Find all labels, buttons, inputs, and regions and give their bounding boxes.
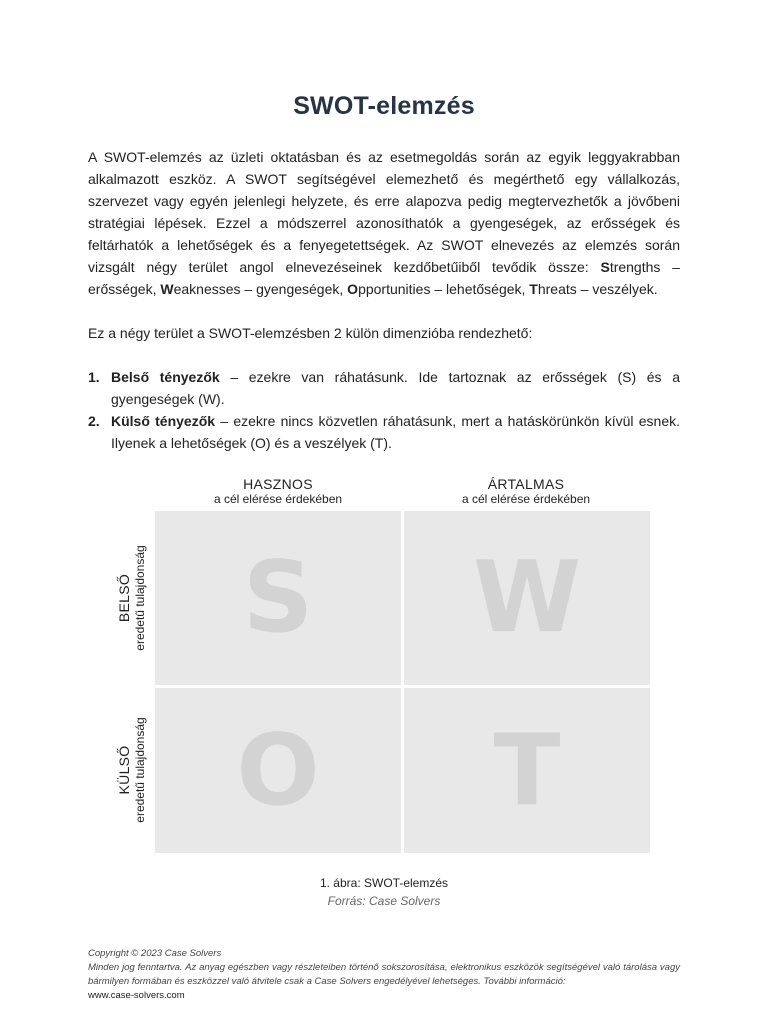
swot-cell-strengths	[155, 511, 401, 685]
swot-cell-letter: W	[472, 541, 582, 655]
rights-text: Minden jog fenntartva. Az anyag egészben vagy részleteiben történő sokszorosítása, elektronikus eszközök segítségével való tárolása vagy bármilyen formában és eszközzel való átvitele csak a Case Solvers engedélyével lehetséges. További információ:	[88, 962, 680, 987]
swot-term-opportunities	[347, 281, 529, 297]
intro-text: A SWOT-elemzés az üzleti oktatásban és az esetmegoldás során az egyik leggyakrabban alkalmazott eszköz. A SWOT segítségével elemezhető és megérthető egy vállalkozás, szervezet vagy egyén jelenlegi helyzete, és erre alapozva pedig megtervezhetők a jövőbeni stratégiai lépések. Ezzel a módszerrel azonosíthatók a gyengeségek, az erősségek és feltárhatók a lehetőségek és a fenyegetettségek. Az SWOT elnevezés az elemzés során vizsgált négy terület angol elnevezéseinek kezdőbetűiből tevődik össze:	[88, 149, 680, 275]
page-title: SWOT-elemzés	[293, 92, 475, 120]
swot-letter: O	[347, 281, 359, 297]
factor-description: – ezekre van ráhatásunk. Ide tartoznak az erősségek (S) és a gyengeségek (W).	[111, 369, 680, 407]
dimensions-paragraph: Ez a négy terület a SWOT-elemzésben 2 külön dimenzióba rendezhető:	[88, 325, 533, 341]
swot-cell-letter: T	[493, 713, 561, 828]
swot-cell-opportunities	[155, 688, 401, 853]
column-header-harmful	[403, 476, 649, 506]
swot-term-text: eaknesses – gyengeségek,	[173, 281, 348, 297]
row-header-subtitle: eredetű tulajdonság	[133, 545, 147, 651]
swot-cell-weaknesses	[404, 511, 650, 685]
swot-letter: W	[160, 281, 174, 297]
swot-cell-threats	[404, 688, 650, 853]
factor-number: 2.	[88, 413, 100, 429]
swot-term-text: trengths – erősségek,	[88, 259, 680, 297]
column-header-subtitle: a cél elérése érdekében	[461, 492, 591, 506]
copyright-line: Copyright © 2023 Case Solvers	[88, 948, 222, 959]
intro-paragraph	[88, 146, 680, 300]
factor-name: Belső tényezők	[111, 369, 220, 385]
row-header-external	[115, 685, 155, 855]
row-header-title: BELSŐ	[116, 573, 132, 623]
rights-notice	[88, 961, 680, 989]
caption-source: Forrás: Case Solvers	[327, 894, 441, 908]
factor-number: 1.	[88, 369, 100, 385]
caption-label: 1. ábra: SWOT-elemzés	[319, 876, 449, 890]
factor-description: – ezekre nincs közvetlen ráhatásunk, mert a hatáskörünkön kívül esnek. Ilyenek a lehetőségek (O) és a veszélyek (T).	[111, 413, 680, 451]
column-header-title: HASZNOS	[243, 476, 313, 492]
swot-term-text: pportunities – lehetőségek,	[358, 281, 530, 297]
factor-list	[88, 366, 680, 454]
website-link[interactable]: www.case-solvers.com	[88, 990, 185, 1001]
row-header-subtitle: eredetű tulajdonság	[133, 717, 147, 823]
factor-item-internal	[88, 366, 680, 410]
swot-term-threats	[529, 281, 657, 297]
row-header-title: KÜLSŐ	[116, 745, 132, 795]
body-text	[88, 146, 680, 454]
column-header-helpful	[155, 476, 401, 506]
swot-cell-letter: O	[236, 713, 320, 828]
copyright-footer	[88, 947, 680, 1003]
swot-term-text: hreats – veszélyek.	[537, 281, 658, 297]
swot-letter: S	[600, 259, 610, 275]
figure-caption	[0, 874, 768, 910]
swot-letter: T	[529, 281, 538, 297]
factor-item-external	[88, 410, 680, 454]
swot-cell-letter: S	[242, 541, 314, 655]
factor-name: Külső tényezők	[111, 413, 216, 429]
column-header-title: ÁRTALMAS	[487, 476, 565, 492]
swot-term-weaknesses	[160, 281, 347, 297]
column-header-subtitle: a cél elérése érdekében	[213, 492, 343, 506]
row-header-internal	[115, 513, 155, 683]
